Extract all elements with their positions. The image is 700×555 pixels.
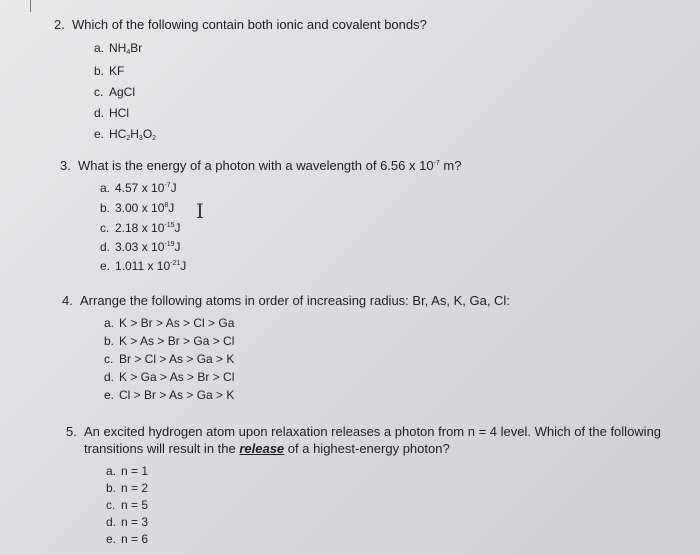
option-letter: d. bbox=[94, 106, 105, 120]
q3-option-b[interactable] bbox=[100, 201, 174, 216]
q4-option-a[interactable] bbox=[104, 316, 234, 331]
subscript: 3 bbox=[138, 135, 143, 142]
option-text: n = 1 bbox=[121, 464, 149, 478]
q2-option-a[interactable] bbox=[94, 41, 142, 56]
option-letter: c. bbox=[100, 221, 110, 235]
question-number: 5. bbox=[66, 424, 77, 439]
option-letter: e. bbox=[104, 388, 115, 402]
option-text: KF bbox=[109, 64, 125, 78]
superscript: -7 bbox=[164, 182, 171, 189]
q3-option-e[interactable] bbox=[100, 259, 186, 274]
superscript: 8 bbox=[164, 202, 169, 209]
option-letter: b. bbox=[106, 481, 117, 495]
question-number: 4. bbox=[62, 293, 73, 308]
question-5 bbox=[66, 424, 661, 440]
option-letter: b. bbox=[94, 64, 105, 78]
option-text: K > Br > As > Cl > Ga bbox=[119, 316, 235, 330]
question-2 bbox=[54, 17, 427, 33]
option-text: n = 3 bbox=[121, 515, 149, 529]
q2-option-c[interactable] bbox=[94, 85, 135, 100]
option-text: AgCl bbox=[109, 85, 136, 99]
question-5-line-2 bbox=[84, 441, 450, 457]
option-text: n = 5 bbox=[121, 498, 149, 512]
q3-option-d[interactable] bbox=[100, 240, 181, 255]
option-text: 4.57 x $10^{-7}J$ bbox=[115, 181, 177, 195]
emphasized-word: release bbox=[239, 441, 285, 456]
option-letter: a. bbox=[100, 181, 111, 195]
superscript: -7 bbox=[433, 160, 440, 167]
q2-option-d[interactable] bbox=[94, 106, 129, 121]
q5-option-d[interactable] bbox=[106, 515, 148, 530]
option-text: $NH_4Br$ bbox=[109, 41, 143, 56]
option-text: n = 2 bbox=[121, 481, 149, 495]
option-letter: a. bbox=[94, 41, 105, 55]
option-letter: d. bbox=[100, 240, 111, 254]
option-letter: c. bbox=[94, 85, 104, 99]
q3-option-c[interactable] bbox=[100, 221, 181, 236]
option-letter: d. bbox=[106, 515, 117, 529]
question-text: Which of the following contain both ionic and covalent bonds? bbox=[72, 17, 427, 32]
question-text: What is the energy of a photon with a wavelength of 6.56 x $10^{-7}$ m? bbox=[78, 158, 462, 173]
option-letter: e. bbox=[100, 259, 111, 273]
question-number: 2. bbox=[54, 17, 65, 32]
option-text: 3.03 x $10^{-19}J$ bbox=[115, 240, 181, 254]
q2-option-b[interactable] bbox=[94, 64, 124, 79]
option-letter: c. bbox=[106, 498, 116, 512]
question-4 bbox=[62, 293, 510, 309]
subscript: 2 bbox=[126, 135, 131, 142]
option-text: n = 6 bbox=[121, 532, 149, 546]
subscript: 2 bbox=[152, 135, 157, 142]
text-cursor-icon: I bbox=[196, 199, 204, 223]
subscript: 4 bbox=[126, 49, 131, 56]
superscript: -19 bbox=[164, 241, 175, 248]
q4-option-e[interactable] bbox=[104, 388, 234, 403]
q4-option-b[interactable] bbox=[104, 334, 234, 349]
q5-option-c[interactable] bbox=[106, 498, 148, 513]
option-text: $HC_2H_3O_2$ bbox=[109, 127, 157, 142]
page-edge-mark bbox=[30, 0, 31, 12]
question-text-line-2-after: of a highest-energy photon? bbox=[284, 441, 450, 456]
q5-option-a[interactable] bbox=[106, 464, 148, 479]
option-letter: a. bbox=[104, 316, 115, 330]
option-letter: e. bbox=[94, 127, 105, 141]
option-letter: a. bbox=[106, 464, 117, 478]
superscript: -15 bbox=[164, 222, 175, 229]
question-text-line-1: An excited hydrogen atom upon relaxation releases a photon from n = 4 level. Which of the following bbox=[84, 424, 662, 439]
q5-option-b[interactable] bbox=[106, 481, 148, 496]
q5-option-e[interactable] bbox=[106, 532, 148, 547]
option-letter: b. bbox=[100, 201, 111, 215]
superscript: -21 bbox=[170, 260, 181, 267]
option-text: K > Ga > As > Br > Cl bbox=[119, 370, 235, 384]
q2-option-e[interactable] bbox=[94, 127, 156, 142]
option-text: 3.00 x $10^8J$ bbox=[115, 201, 175, 215]
question-text-line-2-before: transitions will result in the bbox=[84, 441, 240, 456]
question-3 bbox=[60, 158, 461, 174]
option-text: Br > Cl > As > Ga > K bbox=[119, 352, 235, 366]
q3-option-a[interactable] bbox=[100, 181, 177, 196]
option-text: Cl > Br > As > Ga > K bbox=[119, 388, 235, 402]
option-letter: b. bbox=[104, 334, 115, 348]
question-text: Arrange the following atoms in order of increasing radius: Br, As, K, Ga, Cl: bbox=[80, 293, 510, 308]
option-text: 2.18 x $10^{-15}J$ bbox=[115, 221, 181, 235]
question-number: 3. bbox=[60, 158, 71, 173]
option-letter: e. bbox=[106, 532, 117, 546]
q4-option-d[interactable] bbox=[104, 370, 234, 385]
option-letter: c. bbox=[104, 352, 114, 366]
option-letter: d. bbox=[104, 370, 115, 384]
option-text: HCl bbox=[109, 106, 129, 120]
q4-option-c[interactable] bbox=[104, 352, 234, 367]
option-text: 1.011 x $10^{-21}J$ bbox=[115, 259, 187, 273]
option-text: K > As > Br > Ga > Cl bbox=[119, 334, 235, 348]
